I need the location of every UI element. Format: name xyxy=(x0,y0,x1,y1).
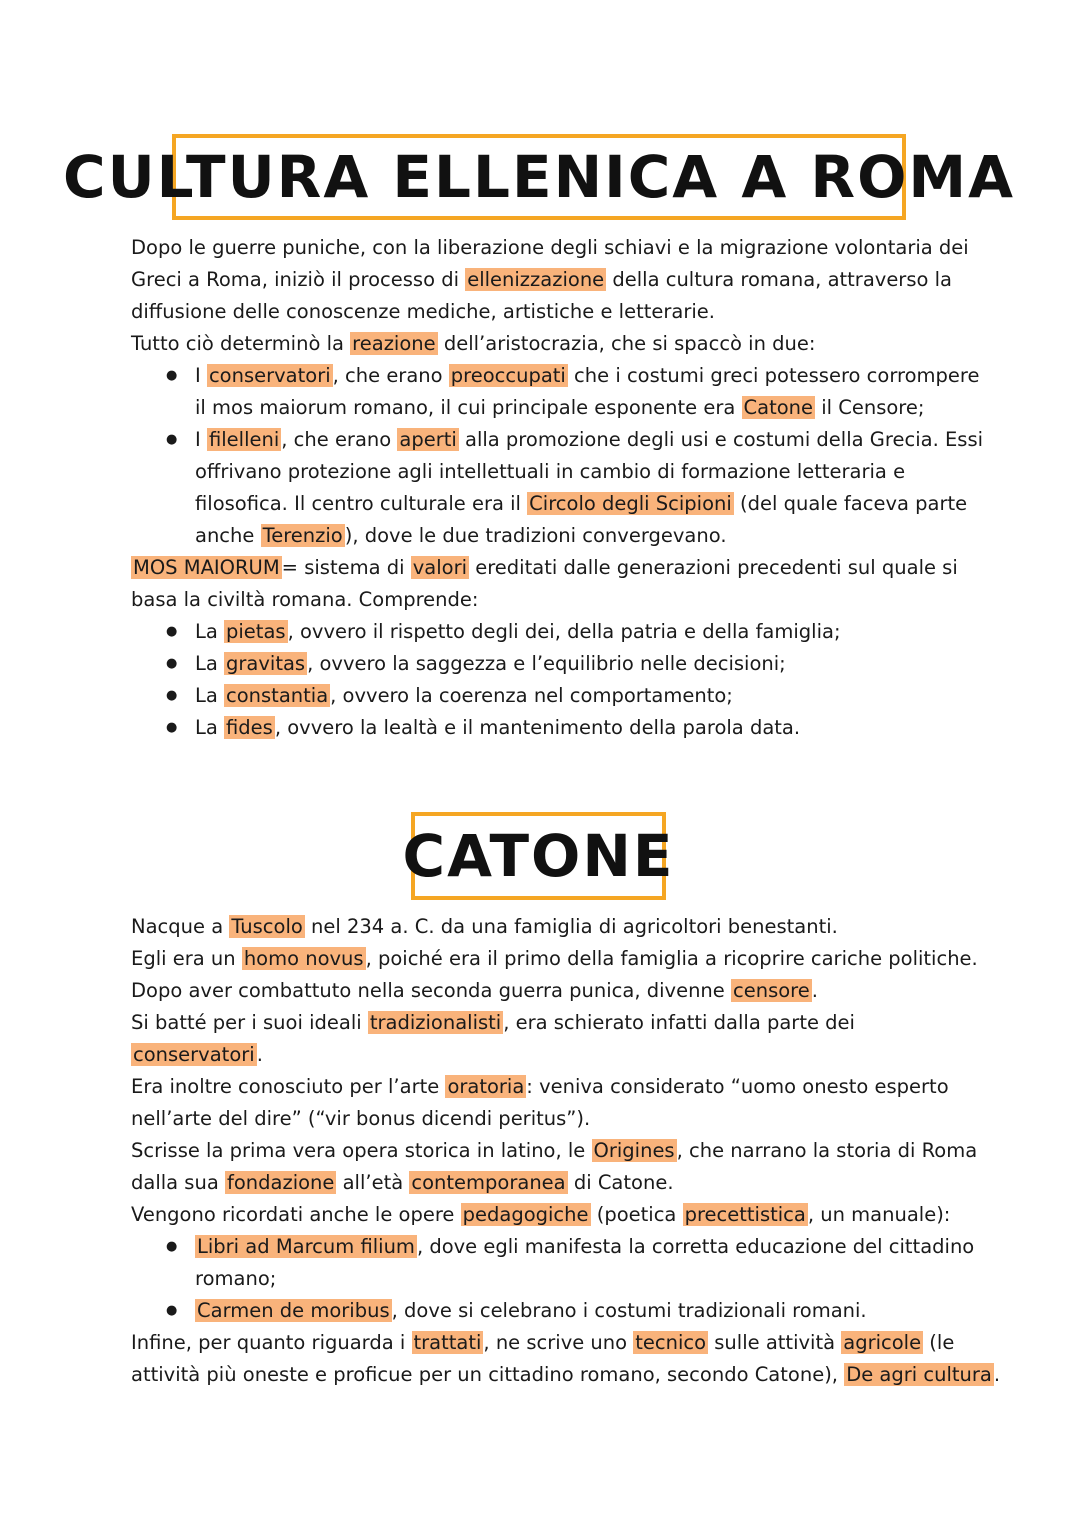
bullet-item xyxy=(131,1295,951,1327)
text-line: il mos maiorum romano, il cui principale esponente era Catone il Censore; xyxy=(195,396,925,419)
highlighted-term: fides xyxy=(226,716,273,739)
highlighted-term: precettistica xyxy=(684,1203,806,1226)
text-line: nell’arte del dire” (“vir bonus dicendi peritus”). xyxy=(131,1107,591,1130)
highlighted-term: fondazione xyxy=(226,1171,335,1194)
intro-paragraph xyxy=(131,232,969,360)
bullet-item xyxy=(131,680,951,712)
text-line: Nacque a Tuscolo nel 234 a. C. da una famiglia di agricoltori benestanti. xyxy=(131,915,838,938)
text-line: attività più oneste e proficue per un cittadino romano, secondo Catone), De agri cultura . xyxy=(131,1363,1001,1386)
bullet-item xyxy=(131,648,951,680)
bullet-item xyxy=(131,712,951,744)
section-title: CATONE xyxy=(402,822,675,890)
text-line: Era inoltre conosciuto per l’arte oratoria : veniva considerato “uomo onesto esperto xyxy=(131,1075,949,1098)
highlighted-term: Catone xyxy=(743,396,813,419)
treatises-paragraph xyxy=(131,1327,1001,1391)
text-line: Greci a Roma, iniziò il processo di ellenizzazione della cultura romana, attraverso la xyxy=(131,268,952,291)
text-line: Tutto ciò determinò la reazione dell’aristocrazia, che si spaccò in due: xyxy=(131,332,816,355)
mos-maiorum-paragraph xyxy=(131,552,958,616)
bullet-item xyxy=(131,616,951,648)
highlighted-term: conservatori xyxy=(133,1043,255,1066)
highlighted-term: preoccupati xyxy=(450,364,566,387)
highlighted-term: homo novus xyxy=(243,947,364,970)
bullet-item xyxy=(131,360,980,424)
text-line: MOS MAIORUM = sistema di valori ereditati dalle generazioni precedenti sul quale si xyxy=(133,556,958,579)
bullet-item xyxy=(131,1231,975,1295)
text-line: ● La constantia , ovvero la coerenza nel comportamento; xyxy=(195,684,733,707)
text-line: basa la civiltà romana. Comprende: xyxy=(131,588,479,611)
highlighted-term: gravitas xyxy=(226,652,306,675)
section-title-box xyxy=(63,134,1015,220)
text-line: diffusione delle conoscenze mediche, artistiche e letterarie. xyxy=(131,300,715,323)
section-title: CULTURA ELLENICA A ROMA xyxy=(63,143,1015,211)
highlighted-term: De agri cultura xyxy=(846,1363,992,1386)
text-line: dalla sua fondazione all’età contemporanea di Catone. xyxy=(131,1171,674,1194)
text-line: Vengono ricordati anche le opere pedagogiche (poetica precettistica , un manuale): xyxy=(131,1203,951,1226)
works-list xyxy=(131,1231,975,1327)
text-line: romano; xyxy=(195,1267,277,1290)
aristocracy-list xyxy=(131,360,984,552)
text-line: ● Carmen de moribus , dove si celebrano i costumi tradizionali romani. xyxy=(197,1299,867,1322)
highlighted-term: Carmen de moribus xyxy=(197,1299,390,1322)
biography-paragraph xyxy=(131,911,978,1231)
section-title-box xyxy=(402,812,675,900)
highlighted-term: Circolo degli Scipioni xyxy=(529,492,732,515)
highlighted-term: tradizionalisti xyxy=(369,1011,502,1034)
highlighted-term: trattati xyxy=(413,1331,482,1354)
highlighted-term: oratoria xyxy=(447,1075,525,1098)
text-line: ● Libri ad Marcum filium , dove egli manifesta la corretta educazione del cittadino xyxy=(197,1235,975,1258)
bullet-item xyxy=(131,424,984,552)
values-list xyxy=(131,616,951,744)
highlighted-term: valori xyxy=(412,556,468,579)
text-line: Infine, per quanto riguarda i trattati , ne scrive uno tecnico sulle attività agricole (le xyxy=(131,1331,955,1354)
highlighted-term: contemporanea xyxy=(411,1171,566,1194)
text-line: ● La fides , ovvero la lealtà e il mantenimento della parola data. xyxy=(195,716,801,739)
text-line: offrivano protezione agli intellettuali in cambio di formazione letteraria e xyxy=(195,460,906,483)
highlighted-term: reazione xyxy=(352,332,436,355)
highlighted-term: Libri ad Marcum filium xyxy=(197,1235,415,1258)
highlighted-term: pedagogiche xyxy=(462,1203,589,1226)
highlighted-term: tecnico xyxy=(635,1331,707,1354)
highlighted-term: Origines xyxy=(593,1139,675,1162)
text-line: Dopo aver combattuto nella seconda guerra punica, divenne censore . xyxy=(131,979,818,1002)
section-body xyxy=(131,232,984,744)
text-line: ● I conservatori , che erano preoccupati che i costumi greci potessero corrompere xyxy=(195,364,980,387)
highlighted-term: pietas xyxy=(226,620,286,643)
text-line: filosofica. Il centro culturale era il Circolo degli Scipioni (del quale faceva parte xyxy=(195,492,968,515)
text-line: conservatori . xyxy=(133,1043,263,1066)
text-line: Dopo le guerre puniche, con la liberazione degli schiavi e la migrazione volontaria dei xyxy=(131,236,969,259)
highlighted-term: ellenizzazione xyxy=(467,268,605,291)
text-line: Scrisse la prima vera opera storica in latino, le Origines , che narrano la storia di Roma xyxy=(131,1139,978,1162)
highlighted-term: Tuscolo xyxy=(231,915,303,938)
text-line: ● La gravitas , ovvero la saggezza e l’equilibrio nelle decisioni; xyxy=(195,652,786,675)
highlighted-term: Terenzio xyxy=(262,524,343,547)
highlighted-term: conservatori xyxy=(208,364,331,387)
text-line: ● I filelleni , che erano aperti alla promozione degli usi e costumi della Grecia. Essi xyxy=(195,428,984,451)
highlighted-term: aperti xyxy=(399,428,457,451)
section-body xyxy=(131,911,1001,1391)
text-line: Egli era un homo novus , poiché era il primo della famiglia a ricoprire cariche politiche. xyxy=(131,947,978,970)
text-line: ● La pietas , ovvero il rispetto degli dei, della patria e della famiglia; xyxy=(195,620,841,643)
text-line: anche Terenzio ), dove le due tradizioni convergevano. xyxy=(195,524,727,547)
highlighted-term: agricole xyxy=(843,1331,922,1354)
highlighted-term: MOS MAIORUM xyxy=(133,556,280,579)
text-line: Si batté per i suoi ideali tradizionalisti , era schierato infatti dalla parte dei xyxy=(131,1011,855,1034)
highlighted-term: censore xyxy=(733,979,810,1002)
highlighted-term: constantia xyxy=(226,684,329,707)
highlighted-term: filelleni xyxy=(208,428,280,451)
